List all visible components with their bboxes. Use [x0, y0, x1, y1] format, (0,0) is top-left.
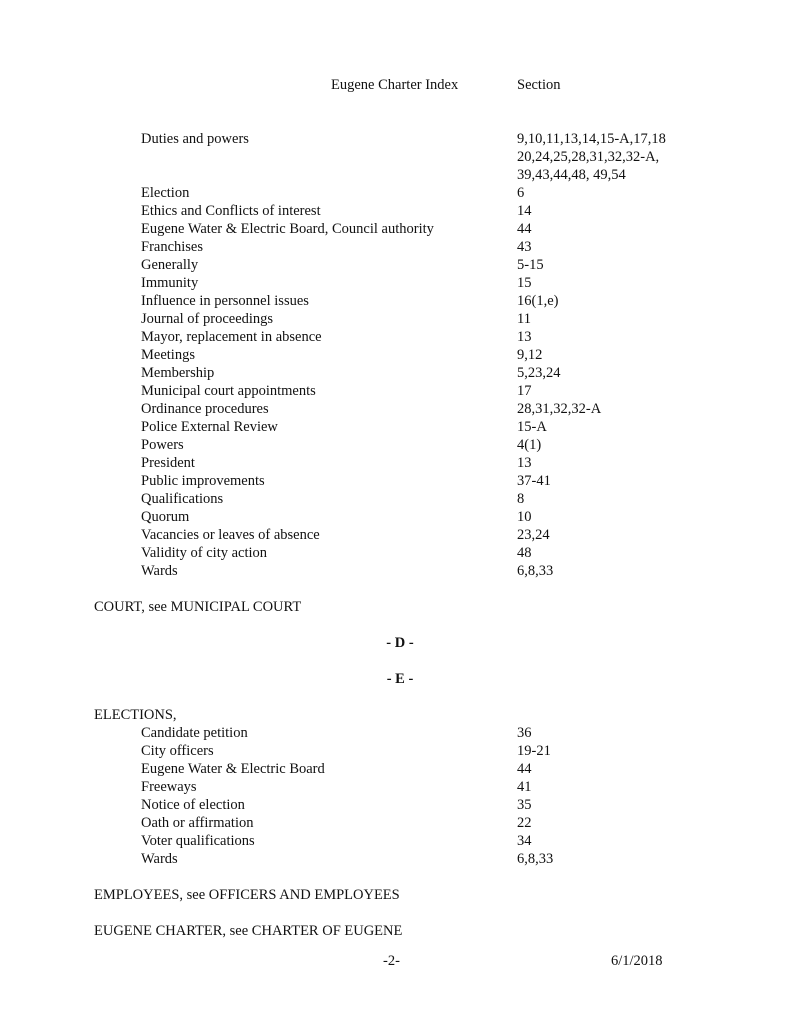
index-term: Freeways — [141, 779, 197, 795]
cross-reference-charter: EUGENE CHARTER, see CHARTER OF EUGENE — [94, 923, 403, 939]
index-term: Quorum — [141, 509, 190, 525]
index-section: 35 — [517, 797, 532, 813]
index-term: Notice of election — [141, 797, 245, 813]
index-term: Police External Review — [141, 419, 278, 435]
page-number: -2- — [383, 953, 400, 969]
index-term: Immunity — [141, 275, 199, 291]
index-term: Franchises — [141, 239, 204, 255]
index-section: 4(1) — [517, 437, 542, 453]
index-section: 37-41 — [517, 473, 551, 489]
index-section: 43 — [517, 239, 532, 255]
index-section: 44 — [517, 221, 532, 237]
index-term: Validity of city action — [141, 545, 268, 561]
index-term: Qualifications — [141, 491, 224, 507]
page-title: Eugene Charter Index — [331, 77, 459, 93]
index-section: 16(1,e) — [517, 293, 559, 309]
elections-heading: ELECTIONS, — [94, 707, 177, 723]
index-term: Influence in personnel issues — [141, 293, 309, 309]
index-term: Membership — [141, 365, 215, 381]
cross-reference-court: COURT, see MUNICIPAL COURT — [94, 599, 302, 615]
section-line: 39,43,44,48, 49,54 — [517, 167, 626, 183]
index-section: 23,24 — [517, 527, 550, 543]
index-section: 36 — [517, 725, 532, 741]
index-term: Vacancies or leaves of absence — [141, 527, 320, 543]
index-section: 15-A — [517, 419, 547, 435]
index-term: Wards — [141, 563, 178, 579]
index-term: Eugene Water & Electric Board, Council authority — [141, 221, 434, 237]
cross-reference-employees: EMPLOYEES, see OFFICERS AND EMPLOYEES — [94, 887, 400, 903]
index-section: 6,8,33 — [517, 563, 554, 579]
revision-date: 6/1/2018 — [611, 953, 663, 969]
index-term: President — [141, 455, 195, 471]
section-column-header: Section — [517, 77, 561, 93]
index-term: City officers — [141, 743, 214, 759]
index-term: Ethics and Conflicts of interest — [141, 203, 321, 219]
index-term: Eugene Water & Electric Board — [141, 761, 325, 777]
index-section: 44 — [517, 761, 532, 777]
index-section: 15 — [517, 275, 532, 291]
index-term: Meetings — [141, 347, 195, 363]
section-line: 20,24,25,28,31,32,32-A, — [517, 149, 660, 165]
index-section: 19-21 — [517, 743, 551, 759]
letter-heading-d: - D - — [386, 635, 414, 651]
index-section: 34 — [517, 833, 532, 849]
index-section: 28,31,32,32-A — [517, 401, 602, 417]
section-line: 9,10,11,13,14,15-A,17,18 — [517, 131, 666, 147]
index-term: Mayor, replacement in absence — [141, 329, 322, 345]
index-section: 22 — [517, 815, 532, 831]
index-term: Powers — [141, 437, 184, 453]
index-term: Public improvements — [141, 473, 265, 489]
index-term: Ordinance procedures — [141, 401, 269, 417]
index-section: 13 — [517, 329, 532, 345]
index-section: 17 — [517, 383, 532, 399]
index-section: 48 — [517, 545, 532, 561]
index-section: 6,8,33 — [517, 851, 554, 867]
index-section: 9,12 — [517, 347, 543, 363]
index-term: Voter qualifications — [141, 833, 255, 849]
index-term: Generally — [141, 257, 199, 273]
index-term: Candidate petition — [141, 725, 248, 741]
index-term: Wards — [141, 851, 178, 867]
index-sections-multiline — [517, 130, 666, 184]
index-term: Duties and powers — [141, 131, 249, 147]
index-section: 41 — [517, 779, 532, 795]
index-section: 8 — [517, 491, 525, 507]
index-term: Municipal court appointments — [141, 383, 316, 399]
index-term: Journal of proceedings — [141, 311, 274, 327]
index-term: Election — [141, 185, 190, 201]
index-section: 11 — [517, 311, 531, 327]
index-section: 6 — [517, 185, 525, 201]
index-term: Oath or affirmation — [141, 815, 254, 831]
index-section: 13 — [517, 455, 532, 471]
index-section: 10 — [517, 509, 532, 525]
index-section: 5,23,24 — [517, 365, 561, 381]
index-section: 14 — [517, 203, 532, 219]
letter-heading-e: - E - — [386, 671, 414, 687]
index-section: 5-15 — [517, 257, 544, 273]
